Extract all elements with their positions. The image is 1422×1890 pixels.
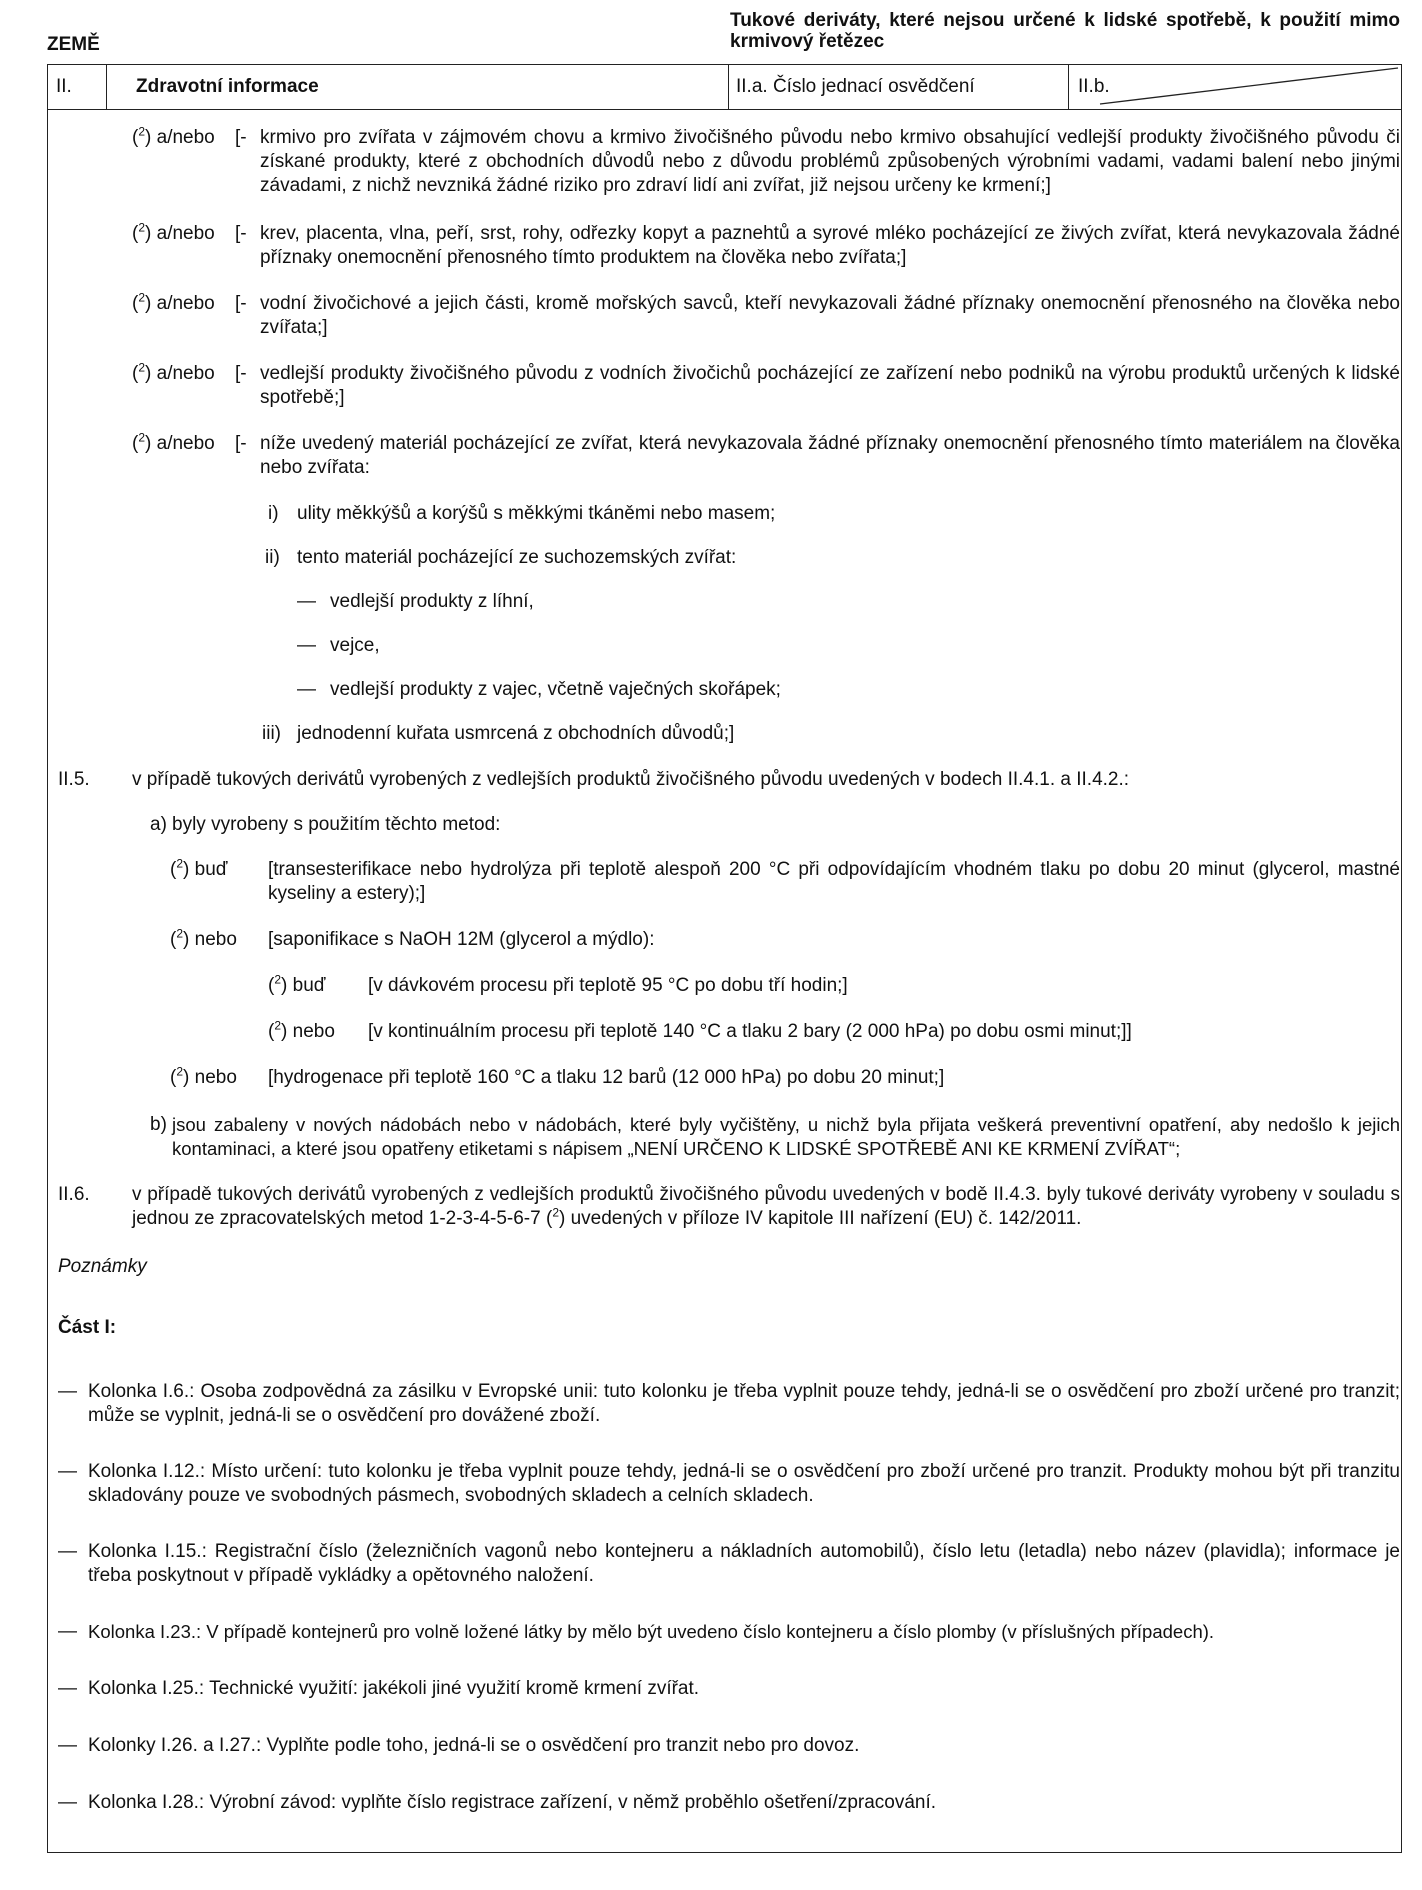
sub-item-i: ulity měkkýšů a korýšů s měkkými tkáněmi nebo masem; (297, 503, 776, 524)
dash-item-1: vedlejší produkty z líhní, (330, 591, 534, 612)
option-item-2: krev, placenta, vlna, peří, srst, rohy, odřezky kopyt a paznehtů a syrové mléko pocházející ze živých zvířat, která nevykazovala žádné příznaky onemocnění přenosného tímto produktem na člověka nebo zvířata;] (260, 223, 1400, 268)
dash-marker: — (58, 1621, 77, 1642)
ii5-b-text: jsou zabaleny v nových nádobách nebo v nádobách, které byly vyčištěny, u nichž byla přijata veškerá preventivní opatření, aby nedošlo k jejich kontaminaci, a které jsou opatřeny etiketami s nápisem „NENÍ URČENO K LIDSKÉ SPOTŘEBĚ ANI KE KRMENÍ ZVÍŘAT“; (172, 1114, 1400, 1159)
method-prefix: ($^2$) buď (268, 972, 326, 996)
option-item-4: vedlejší produkty živočišného původu z vodních živočichů pocházející ze zařízení nebo podniků na výrobu produktů určených k lidské spotřebě;] (260, 363, 1400, 408)
option-prefix: ($^2$) a/nebo (132, 430, 215, 454)
method-3: [hydrogenace při teplotě 160 °C a tlaku 12 barů (12 000 hPa) po dobu 20 minut;] (268, 1067, 945, 1088)
option-prefix: ($^2$) a/nebo (132, 220, 215, 244)
sub-item-iii: jednodenní kuřata usmrcená z obchodních důvodů;] (297, 723, 735, 744)
option-bracket: [- (235, 223, 247, 244)
option-prefix: ($^2$) a/nebo (132, 290, 215, 314)
method-2: [saponifikace s NaOH 12M (glycerol a mýdlo): (268, 929, 655, 950)
option-bracket: [- (235, 433, 247, 454)
option-prefix: ($^2$) a/nebo (132, 124, 215, 148)
sub-label-i: i) (268, 503, 279, 524)
option-bracket: [- (235, 293, 247, 314)
note-item: Kolonka I.15.: Registrační číslo (železničních vagonů nebo kontejneru a nákladních automobilů), číslo letu (letadla) nebo název (plavidla); informace je třeba poskytnout v případě vykládky a opětovného naložení. (88, 1541, 1400, 1586)
option-item-5: níže uvedený materiál pocházející ze zvířat, která nevykazovala žádné příznaky onemocnění přenosného tímto materiálem na člověka nebo zvířata: (260, 433, 1400, 478)
notes-part-title: Část I: (58, 1317, 117, 1338)
dash-marker: — (297, 635, 316, 656)
field-iib-strike-line (1080, 64, 1402, 110)
note-item: Kolonky I.26. a I.27.: Vyplňte podle toho, jedná-li se o osvědčení pro tranzit nebo pro dovoz. (88, 1735, 860, 1756)
dash-marker: — (58, 1735, 77, 1756)
option-prefix: ($^2$) a/nebo (132, 360, 215, 384)
note-item: Kolonka I.23.: V případě kontejnerů pro volně ložené látky by mělo být uvedeno číslo kontejneru a číslo plomby (v příslušných případech). (88, 1621, 1215, 1642)
ii5-number: II.5. (58, 769, 90, 790)
ii5-a-text: byly vyrobeny s použitím těchto metod: (172, 814, 501, 835)
country-label: ZEMĚ (47, 34, 100, 55)
ii6-number: II.6. (58, 1184, 90, 1205)
option-item-3: vodní živočichové a jejich části, kromě mořských savců, kteří nevykazovali žádné příznaky onemocnění přenosného na člověka nebo zvířata;] (260, 293, 1400, 338)
certificate-title: Tukové deriváty, které nejsou určené k lidské spotřebě, k použití mimo krmivový řetězec (730, 10, 1400, 52)
option-bracket: [- (235, 363, 247, 384)
dash-marker: — (58, 1792, 77, 1813)
dash-marker: — (58, 1678, 77, 1699)
note-item: Kolonka I.6.: Osoba zodpovědná za zásilku v Evropské unii: tuto kolonku je třeba vyplnit pouze tehdy, jedná-li se o osvědčení pro zboží určené pro tranzit; může se vyplnit, jedná-li se o osvědčení pro dovážené zboží. (88, 1381, 1400, 1426)
section-number: II. (56, 76, 72, 97)
method-1: [transesterifikace nebo hydrolýza při teplotě alespoň 200 °C při odpovídajícím vhodném tlaku po dobu 20 minut (glycerol, mastné kyseliny a estery);] (268, 859, 1400, 904)
sub-label-iii: iii) (262, 723, 281, 744)
note-item: Kolonka I.28.: Výrobní závod: vyplňte číslo registrace zařízení, v němž proběhlo ošetření/zpracování. (88, 1792, 937, 1813)
ii6-text: v případě tukových derivátů vyrobených z vedlejších produktů živočišného původu uvedených v bodě II.4.3. byly tukové deriváty vyrobeny v souladu s jednou ze zpracovatelských metod 1-2-3-4-5-6-7 ($^2$) uvedených v příloze IV kapitole III nařízení (EU) č. 142/2011. (132, 1184, 1400, 1229)
method-prefix: ($^2$) nebo (268, 1018, 335, 1042)
field-iib-label: II.b. (1078, 76, 1110, 97)
option-item-1: krmivo pro zvířata v zájmovém chovu a krmivo živočišného původu nebo krmivo obsahující vedlejší produkty živočišného původu či získané produkty, které z obchodních důvodů nebo z důvodu problémů způsobených výrobními vadami, vadami balení nebo jinými závadami, z nichž nevzniká žádné riziko pro zdraví lidí ani zvířat, již nejsou určeny ke krmení;] (260, 127, 1400, 196)
note-item: Kolonka I.12.: Místo určení: tuto kolonku je třeba vyplnit pouze tehdy, jedná-li se o osvědčení pro zboží určené pro tranzit. Produkty mohou být při tranzitu skladovány pouze ve svobodných pásmech, svobodných skladech a celních skladech. (88, 1461, 1400, 1506)
sub-item-ii: tento materiál pocházející ze suchozemských zvířat: (297, 547, 737, 568)
dash-item-2: vejce, (330, 635, 380, 656)
reference-number-label: II.a. Číslo jednací osvědčení (736, 76, 975, 97)
dash-marker: — (297, 679, 316, 700)
method-2a: [v dávkovém procesu při teplotě 95 °C po dobu tří hodin;] (368, 975, 848, 996)
dash-marker: — (297, 591, 316, 612)
method-prefix: ($^2$) buď (170, 856, 228, 880)
dash-marker: — (58, 1381, 77, 1402)
dash-marker: — (58, 1541, 77, 1562)
dash-item-3: vedlejší produkty z vajec, včetně vaječných skořápek; (330, 679, 781, 700)
ii5-text: v případě tukových derivátů vyrobených z vedlejších produktů živočišného původu uvedených v bodech II.4.1. a II.4.2.: (132, 769, 1130, 790)
section-title: Zdravotní informace (136, 76, 319, 97)
method-prefix: ($^2$) nebo (170, 1064, 237, 1088)
note-item: Kolonka I.25.: Technické využití: jakékoli jiné využití kromě krmení zvířat. (88, 1678, 700, 1699)
ii5-b-label: b) (150, 1114, 167, 1135)
method-prefix: ($^2$) nebo (170, 926, 237, 950)
ii5-a-label: a) (150, 814, 167, 835)
option-bracket: [- (235, 127, 247, 148)
sub-label-ii: ii) (265, 547, 280, 568)
dash-marker: — (58, 1461, 77, 1482)
method-2b: [v kontinuálním procesu při teplotě 140 °C a tlaku 2 bary (2 000 hPa) po dobu osmi minut;]] (368, 1021, 1132, 1042)
notes-title: Poznámky (58, 1256, 147, 1277)
